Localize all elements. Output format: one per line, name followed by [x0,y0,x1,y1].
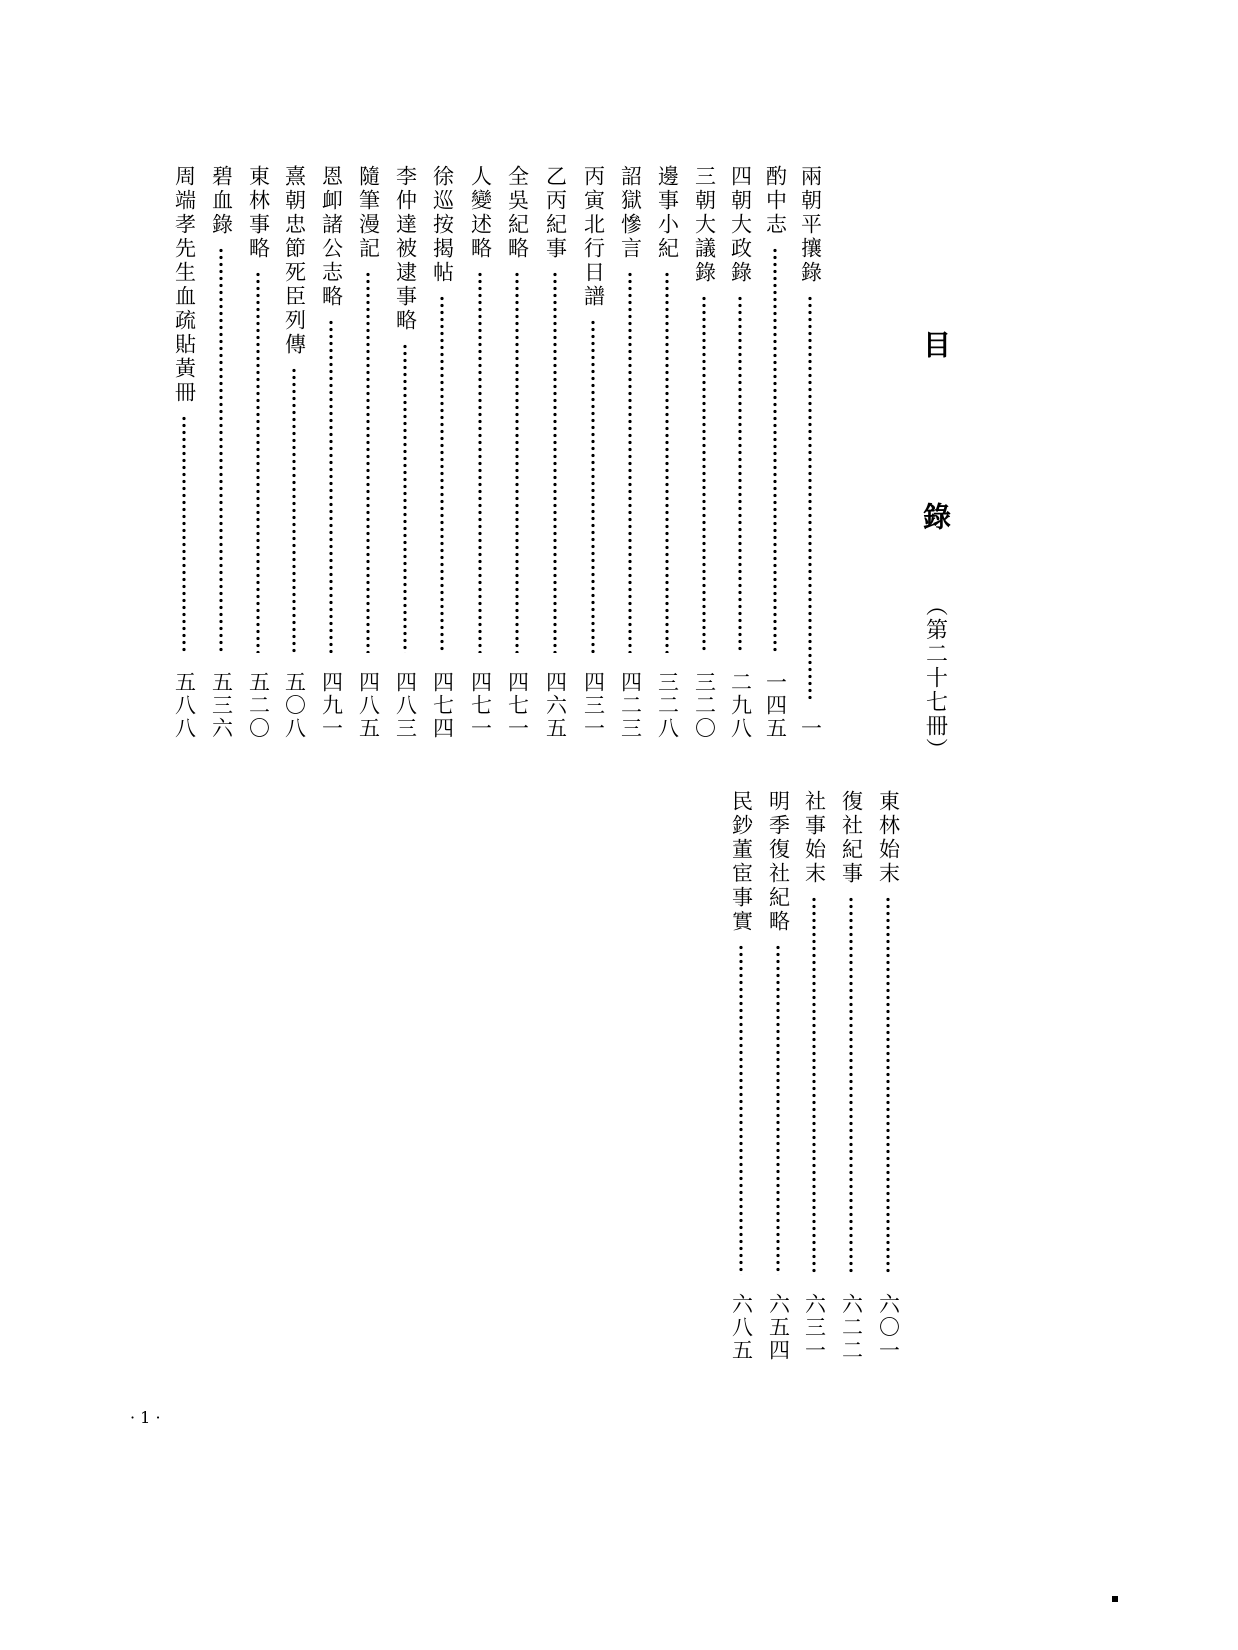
entry-title: 四朝大政錄 [728,165,753,285]
entry-title: 全吳紀略 [505,165,530,261]
entry-title: 碧血錄 [209,165,234,237]
leader-dots [849,896,853,1275]
entry-page: 四七一 [468,671,493,740]
entry-title: 邊事小紀 [655,165,680,261]
toc-entry[interactable] [757,165,793,740]
entry-title: 李仲達被逮事略 [393,165,418,333]
toc-entry[interactable] [462,165,498,740]
entry-title: 民鈔董宦事實 [729,790,754,934]
page-title: 目 錄 [919,330,952,588]
entry-page: 二九八 [728,671,753,740]
leader-dots [478,271,482,653]
toc-entry[interactable] [387,165,423,740]
leader-dots [329,319,333,653]
toc-entry[interactable] [276,165,312,740]
entry-page: 四八三 [393,671,418,740]
toc-entry[interactable] [313,165,349,740]
entry-title: 人變述略 [468,165,493,261]
leader-dots [440,295,444,653]
entry-page: 六〇一 [876,1293,901,1362]
leader-dots [256,271,260,653]
entry-title: 明季復社紀略 [766,790,791,934]
entry-title: 恩卹諸公志略 [319,165,344,309]
toc-entry[interactable] [723,790,759,1362]
entry-page: 四八五 [356,671,381,740]
toc-entry[interactable] [240,165,276,740]
toc-entry[interactable] [424,165,460,740]
entry-title: 復社紀事 [839,790,864,886]
leader-dots [219,247,223,653]
toc-entry[interactable] [722,165,758,740]
entry-page: 四七四 [430,671,455,740]
toc-entry[interactable] [166,165,202,740]
entry-page: 四六五 [543,671,568,740]
entry-page: 六二二 [839,1293,864,1362]
leader-dots [776,944,780,1275]
toc-entry[interactable] [796,790,832,1362]
toc-entry[interactable] [537,165,573,740]
leader-dots [808,295,812,699]
leader-dots [403,343,407,653]
entry-page: 三二八 [655,671,680,740]
entry-page: 五二〇 [246,671,271,740]
entry-title: 乙丙紀事 [543,165,568,261]
leader-dots [553,271,557,653]
entry-page: 四九一 [319,671,344,740]
leader-dots [812,896,816,1275]
entry-page: 四七一 [505,671,530,740]
scan-speck [1112,1596,1118,1602]
leader-dots [182,415,186,653]
leader-dots [738,295,742,653]
leader-dots [665,271,669,653]
entry-title: 酌中志 [763,165,788,237]
entry-title: 熹朝忠節死臣列傳 [282,165,307,357]
leader-dots [366,271,370,653]
entry-page: 六三一 [802,1293,827,1362]
toc-entry[interactable] [649,165,685,740]
entry-page: 六八五 [729,1293,754,1362]
leader-dots [515,271,519,653]
toc-entry[interactable] [350,165,386,740]
leader-dots [591,319,595,653]
leader-dots [628,271,632,653]
entry-title: 隨筆漫記 [356,165,381,261]
entry-page: 六五四 [766,1293,791,1362]
entry-title: 詔獄慘言 [618,165,643,261]
page-marker: · 1 · [130,1408,161,1427]
toc-entry[interactable] [499,165,535,740]
entry-title: 三朝大議錄 [692,165,717,285]
leader-dots [702,295,706,653]
toc-entry[interactable] [575,165,611,740]
entry-title: 兩朝平攘錄 [798,165,823,285]
entry-page: 五〇八 [282,671,307,740]
leader-dots [739,944,743,1275]
leader-dots [886,896,890,1275]
entry-page: 三二〇 [692,671,717,740]
volume-label: （第二十七冊） [922,594,948,762]
entry-title: 周端孝先生血疏貼黃冊 [172,165,197,405]
toc-entry[interactable] [792,165,828,740]
entry-title: 東林事略 [246,165,271,261]
toc-entry[interactable] [612,165,648,740]
entry-title: 徐巡按揭帖 [430,165,455,285]
toc-entry[interactable] [760,790,796,1362]
entry-page: 四二三 [618,671,643,740]
toc-entry[interactable] [870,790,906,1362]
entry-page: 一四五 [763,671,788,740]
entry-page: 五三六 [209,671,234,740]
entry-page: 五八八 [172,671,197,740]
entry-title: 東林始末 [876,790,901,886]
toc-entry[interactable] [203,165,239,740]
toc-entry[interactable] [833,790,869,1362]
entry-page: 一 [798,717,823,740]
leader-dots [773,247,777,653]
entry-title: 社事始末 [802,790,827,886]
entry-page: 四三一 [581,671,606,740]
toc-entry[interactable] [686,165,722,740]
toc-title [915,330,955,762]
entry-title: 丙寅北行日譜 [581,165,606,309]
leader-dots [292,367,296,653]
